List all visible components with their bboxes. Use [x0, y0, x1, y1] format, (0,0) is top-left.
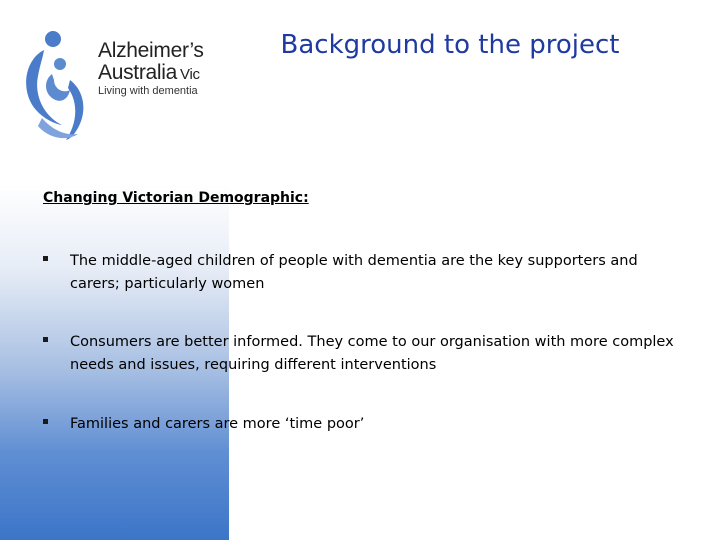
slide-title: Background to the project: [280, 30, 620, 60]
logo-line-2-main: Australia: [98, 61, 178, 84]
bullet-text: Families and carers are more ‘time poor’: [70, 416, 365, 432]
alzheimers-australia-logo: [22, 30, 222, 140]
logo-figure-icon: [22, 30, 97, 140]
logo-tagline: Living with dementia: [98, 85, 198, 97]
square-bullet-icon: [43, 419, 48, 424]
square-bullet-icon: [43, 337, 48, 342]
logo-line-2: [98, 62, 204, 83]
logo-line-2-suffix: Vic: [180, 66, 200, 83]
bullet-text: The middle-aged children of people with dementia are the key supporters and carers; particularly women: [70, 253, 638, 292]
logo-line-1: Alzheimer’s: [98, 39, 204, 62]
logo-text: [98, 40, 204, 97]
section-heading: Changing Victorian Demographic:: [43, 190, 309, 206]
bullet-text: Consumers are better informed. They come to our organisation with more complex needs and issues, requiring different interventions: [70, 334, 674, 373]
square-bullet-icon: [43, 256, 48, 261]
